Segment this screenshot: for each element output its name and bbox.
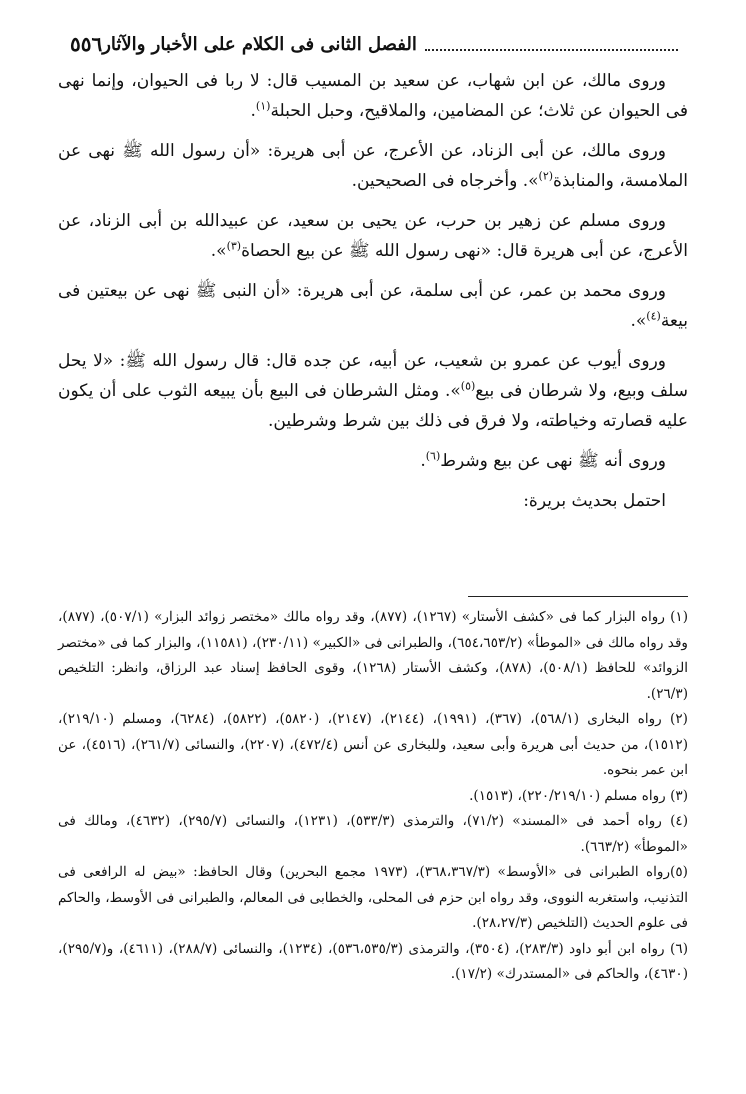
- footnote: (٣) رواه مسلم (٢٢٠/٢١٩/١٠)، (١٥١٣).: [469, 787, 688, 804]
- footnotes: [58, 605, 688, 988]
- page-number: ٥٥٦: [70, 32, 103, 56]
- paragraph: احتمل بحديث بريرة:: [523, 491, 666, 511]
- main-text: [58, 66, 688, 526]
- paragraph: وروى مالك، عن أبى الزناد، عن الأعرج، عن أبى هريرة: «أن رسول الله ﷺ نهى عن الملامسة، والمنابذة$^{(٢)}$». وأخرجاه فى الصحيحين.: [58, 141, 688, 191]
- footnote-ref[interactable]: (٦): [425, 449, 441, 463]
- footnote: (١) رواه البزار كما فى «كشف الأستار» (١٢٦٧)، (٨٧٧)، وقد رواه مالك «مختصر زوائد البزار» (٥٠٧/١)، (٨٧٧)، وقد رواه مالك فى «الموطأ» (٦٥٤،٦٥٣/٢)، والطبرانى فى «الكبير» (٢٣٠/١١)، (١١٥٨١)، والبزار كما فى «مختصر الزوائد» للحافظ (٥٠٨/١)، (٨٧٨)، وكشف الأستار (١٢٦٨)، وقوى الحافظ إسناد عبد الرزاق، وانظر: التلخيص (٢٦/٣).: [58, 609, 689, 702]
- paragraph: وروى أنه ﷺ نهى عن بيع وشرط$^{(٦)}$.: [420, 449, 666, 471]
- footnote-ref[interactable]: (٤): [646, 309, 661, 323]
- footnote: (٤) رواه أحمد فى «المسند» (٧١/٢)، والترمذى (٥٣٣/٣)، (١٢٣١)، والنسائى (٢٩٥/٧)، (٤٦٣٢)، ومالك فى «الموطأ» (٦٦٣/٢).: [58, 813, 689, 855]
- footnote: (٢) رواه البخارى (٥٦٨/١)، (٣٦٧)، (١٩٩١)، (٢١٤٤)، (٢١٤٧)، (٥٨٢٠)، (٥٨٢٢)، (٦٢٨٤)، ومسلم (٢١٩/١٠)، (١٥١٢)، من حديث أبى هريرة وأبى سعيد، وللبخارى عن أنس (٤٧٢/٤)، (٢٢٠٧)، والنسائى (٢٦١/٧)، (٤٥١٦)، عن ابن عمر بنحوه.: [58, 711, 689, 778]
- footnote-separator: [468, 596, 688, 597]
- paragraph: وروى محمد بن عمر، عن أبى سلمة، عن أبى هريرة: «أن النبى ﷺ نهى عن بيعتين فى بيعة$^{(٤)}$».: [58, 281, 688, 331]
- footnote-ref[interactable]: (٢): [538, 169, 554, 183]
- paragraph: وروى مسلم عن زهير بن حرب، عن يحيى بن سعيد، عن عبيدالله بن أبى الزناد، عن الأعرج، عن أبى هريرة قال: «نهى رسول الله ﷺ عن بيع الحصاة$^{(٣)}$».: [58, 211, 688, 261]
- footnote-ref[interactable]: (٥): [460, 379, 476, 393]
- running-header: [60, 30, 686, 58]
- footnote: (٦) رواه ابن أبو داود (٢٨٣/٣)، (٣٥٠٤)، والترمذى (٥٣٦،٥٣٥/٣)، (١٢٣٤)، والنسائى (٢٨٨/٧)، (٤٦١١)، و(٢٩٥/٧)، (٤٦٣٠)، والحاكم فى «المستدرك» (١٧/٢).: [58, 940, 688, 982]
- paragraph: وروى مالك، عن ابن شهاب، عن سعيد بن المسيب قال: لا ربا فى الحيوان، وإنما نهى فى الحيوان عن ثلاث؛ عن المضامين، والملاقيح، وحبل الحبلة$^{(١)}$.: [58, 71, 688, 121]
- header-leader-dots: [425, 37, 678, 51]
- footnote-ref[interactable]: (١): [255, 99, 271, 113]
- paragraph: وروى أيوب عن عمرو بن شعيب، عن أبيه، عن جده قال: قال رسول الله ﷺ: «لا يحل سلف وبيع، ولا شرطان فى بيع$^{(٥)}$». ومثل الشرطان فى البيع بأن يبيعه الثوب على أن يكون عليه قصارته وخياطته، ولا فرق فى ذلك بين شرط وشرطين.: [58, 351, 688, 431]
- chapter-title: الفصل الثانى فى الكلام على الأخبار والآثار: [102, 33, 417, 55]
- footnote: (٥)رواه الطبرانى فى «الأوسط» (٣٦٨،٣٦٧/٣)، (١٩٧٣ مجمع البحرين) وقال الحافظ: «بيض له الرافعى فى التذنيب، واستغربه النووى، وقد رواه ابن حزم فى المحلى، والخطابى فى المعالم، والطبرانى فى الأوسط، والحاكم فى علوم الحديث (التلخيص (٢٨،٢٧/٣).: [58, 864, 688, 931]
- footnote-ref[interactable]: (٣): [226, 239, 242, 253]
